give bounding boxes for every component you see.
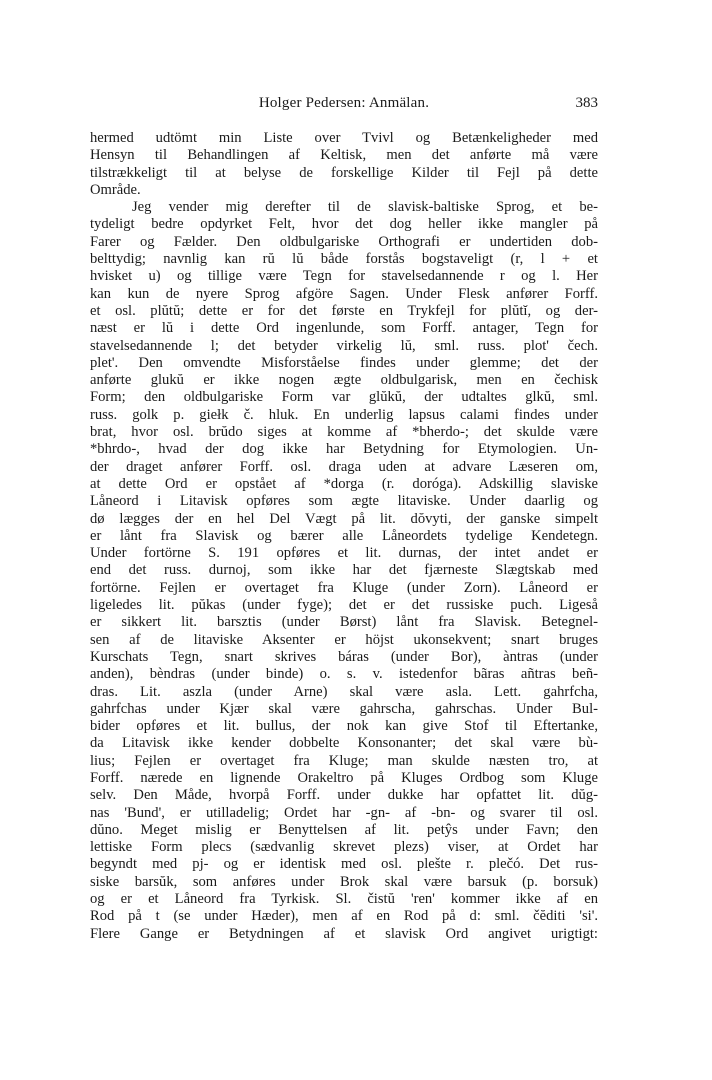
- text-line: dø lægges der en hel Del Vægt på lit. dŏvyti, der ganske simpelt: [90, 510, 598, 527]
- text-line: anførte glukŭ er ikke nogen ægte oldbulgarisk, men en čechisk: [90, 372, 598, 389]
- text-line: næst er lŭ i dette Ord ingenlunde, som Forff. antager, Tegn for: [90, 320, 598, 337]
- text-line: Forff. nærede en lignende Orakeltro på Kluges Ordbog som Kluge: [90, 769, 598, 786]
- text-line: plet'. Den omvendte Misforståelse findes under glemme; det der: [90, 354, 598, 371]
- text-line: et osl. plŭtŭ; dette er for det første en Trykfejl for plŭtĭ, og der-: [90, 302, 598, 319]
- text-line: da Litavisk ikke kender dobbelte Konsonanter; det skal være bù-: [90, 735, 598, 752]
- text-line: Hensyn til Behandlingen af Keltisk, men det anførte må være: [90, 147, 598, 164]
- text-line: Flere Gange er Betydningen af et slavisk Ord angivet urigtigt:: [90, 925, 598, 942]
- text-line: kan kun de nyere Sprog afgöre Sagen. Under Flesk anfører Forff.: [90, 285, 598, 302]
- text-line: fortörne. Fejlen er overtaget fra Kluge (under Zorn). Låneord er: [90, 579, 598, 596]
- text-line: belttydig; navnlig kan rŭ lŭ både forstås bogstaveligt (r, l + et: [90, 251, 598, 268]
- text-line: bider opføres et lit. bullus, der nok kan give Stof til Eftertanke,: [90, 718, 598, 735]
- text-line: lettiske Form plecs (sædvanlig skrevet plezs) viser, at Ordet har: [90, 839, 598, 856]
- text-line: selv. Den Måde, hvorpå Forff. under dukke har opfattet lit. dŭg-: [90, 787, 598, 804]
- text-line: hvisket u) og tillige være Tegn for stavelsedannende r og l. Her: [90, 268, 598, 285]
- text-line: er sikkert lit. barsztis (under Børst) lånt fra Slavisk. Betegnel-: [90, 614, 598, 631]
- body-text: [90, 130, 598, 943]
- text-line: brat, hvor osl. brŭdo siges at komme af *bherdo-; det skulde være: [90, 424, 598, 441]
- text-line: dŭno. Meget mislig er Benyttelsen af lit. petŷs under Favn; den: [90, 821, 598, 838]
- running-header: [90, 95, 598, 117]
- text-line: tilstrækkeligt til at belyse de forskellige Kilder til Fejl på dette: [90, 164, 598, 181]
- text-line: dras. Lit. aszla (under Arne) skal være asla. Lett. gahrfcha,: [90, 683, 598, 700]
- text-line: end det russ. durnoj, som ikke har det fjærneste Slægtskab med: [90, 562, 598, 579]
- text-line: stavelsedannende l; det betyder virkelig lŭ, sml. russ. plot' čech.: [90, 337, 598, 354]
- text-line: ligeledes lit. pŭkas (under fyge); det er det russiske puch. Ligeså: [90, 597, 598, 614]
- text-line: Jeg vender mig derefter til de slavisk-baltiske Sprog, et be-: [132, 199, 598, 216]
- text-line: Rod på t (se under Hæder), men af en Rod på d: sml. čĕditi 'si'.: [90, 908, 598, 925]
- text-line: og er et Låneord fra Tyrkisk. Sl. čistŭ 'ren' kommer ikke af en: [90, 891, 598, 908]
- header-title: Holger Pedersen: Anmälan.: [258, 95, 430, 111]
- text-line: der draget anfører Forff. osl. draga uden at advare Læseren om,: [90, 458, 598, 475]
- text-line: tydeligt bedre opdyrket Felt, hvor det dog heller ikke mangler på: [90, 216, 598, 233]
- text-line: Kurschats Tegn, snart skrives báras (under Bor), àntras (under: [90, 648, 598, 665]
- text-line: nas 'Bund', er utilladelig; Ordet har -gn- af -bn- og svarer til osl.: [90, 804, 598, 821]
- text-line: *bhrdo-, hvad der dog ikke har Betydning for Etymologien. Un-: [90, 441, 598, 458]
- text-line: anden), bèndras (under binde) o. s. v. istedenfor bãras añtras beñ-: [90, 666, 598, 683]
- text-line: er lånt fra Slavisk og bærer alle Låneordets tydelige Kendetegn.: [90, 527, 598, 544]
- text-line: Låneord i Litavisk opføres som ægte litaviske. Under daarlig og: [90, 493, 598, 510]
- text-line: gahrfchas under Kjær skal være gahrscha, gahrschas. Under Bul-: [90, 700, 598, 717]
- text-line: at dette Ord er opstået af *dorga (r. doróga). Adskillig slaviske: [90, 475, 598, 492]
- text-line: lius; Fejlen er overtaget fra Kluge; man skulde næsten tro, at: [90, 752, 598, 769]
- text-line: hermed udtömt min Liste over Tvivl og Betænkeligheder med: [90, 130, 598, 146]
- text-line: russ. golk p. giełk č. hluk. En underlig lapsus calami findes under: [90, 406, 598, 423]
- text-line: begyndt med pj- og er identisk med osl. plešte r. plečó. Det rus-: [90, 856, 598, 873]
- page-number: 383: [575, 95, 598, 111]
- text-line: siske barsŭk, som anføres under Brok skal være barsuk (p. borsuk): [90, 873, 598, 890]
- text-line: sen af de litaviske Aksenter er höjst ukonsekvent; snart bruges: [90, 631, 598, 648]
- text-line: Farer og Fælder. Den oldbulgariske Orthografi er undertiden dob-: [90, 233, 598, 250]
- text-line: Under fortörne S. 191 opføres et lit. durnas, der intet andet er: [90, 545, 598, 562]
- text-line: Form; den oldbulgariske Form var glŭkŭ, der udtaltes glkŭ, sml.: [90, 389, 598, 406]
- text-line: Område.: [90, 181, 141, 198]
